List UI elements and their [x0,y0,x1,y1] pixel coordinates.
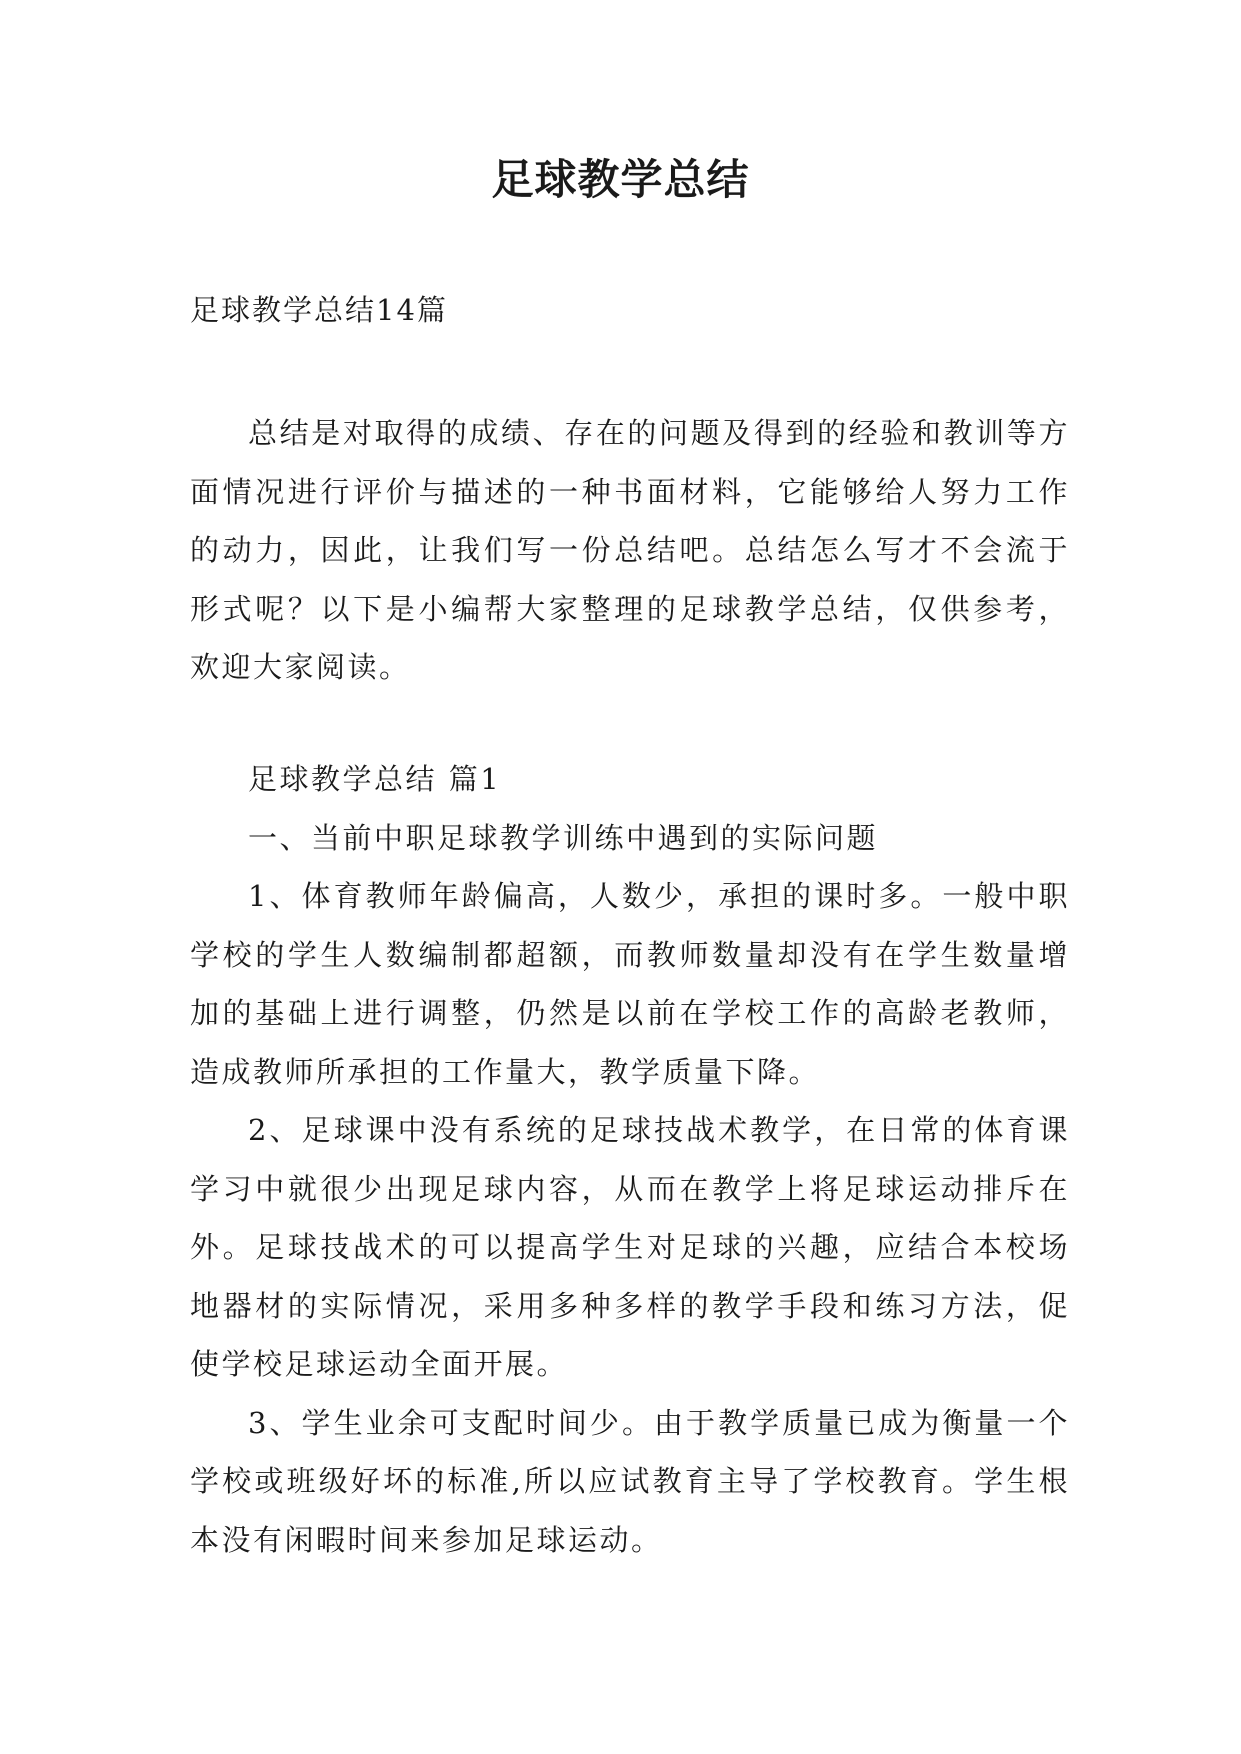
intro-block [190,404,1070,697]
paragraph-4: 3、学生业余可支配时间少。由于教学质量已成为衡量一个学校或班级好坏的标准,所以应试教育主导了学校教育。学生根本没有闲暇时间来参加足球运动。 [190,1405,1070,1557]
section-block [190,750,1070,1569]
document-title: 足球教学总结 [491,155,750,204]
document-subtitle: 足球教学总结14篇 [190,293,448,327]
paragraph-2: 1、体育教师年龄偏高，人数少，承担的课时多。一般中职学校的学生人数编制都超额，而教师数量却没有在学生数量增加的基础上进行调整，仍然是以前在学校工作的高龄老教师，造成教师所承担的工作量大，教学质量下降。 [190,879,1070,1089]
paragraph-3: 2、足球课中没有系统的足球技战术教学，在日常的体育课学习中就很少出现足球内容，从而在教学上将足球运动排斥在外。足球技战术的可以提高学生对足球的兴趣，应结合本校场地器材的实际情况，采用多种多样的教学手段和练习方法，促使学校足球运动全面开展。 [190,1113,1070,1381]
paragraph-1: 一、当前中职足球教学训练中遇到的实际问题 [248,820,879,855]
section-heading: 足球教学总结 篇1 [248,762,502,796]
intro-paragraph: 总结是对取得的成绩、存在的问题及得到的经验和教训等方面情况进行评价与描述的一种书面材料，它能够给人努力工作的动力，因此，让我们写一份总结吧。总结怎么写才不会流于形式呢？以下是小编帮大家整理的足球教学总结，仅供参考，欢迎大家阅读。 [190,416,1070,684]
